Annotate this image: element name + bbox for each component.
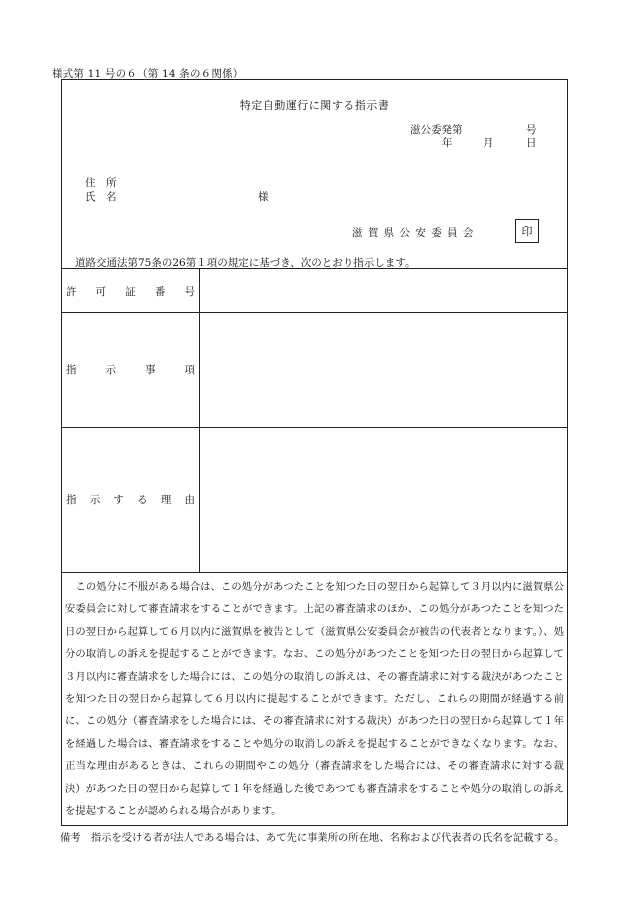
instruction-reason-label: 指 示 す る 理 由 [66, 494, 195, 506]
date-month: 月 [483, 137, 494, 149]
remark-note: 備考 指示を受ける者が法人である場合は、あて先に事業所の所在地、名称および代表者の氏名を記載する。 [60, 832, 565, 844]
date-year: 年 [442, 137, 453, 149]
column-divider [199, 268, 200, 572]
address-label: 住 所 [85, 177, 117, 189]
divider [62, 427, 567, 428]
official-seal-box [515, 219, 539, 243]
form-number-label: 様式第 11 号の６（第 14 条の６関係） [52, 68, 244, 80]
seal-mark: 印 [521, 225, 533, 238]
instruction-form-frame [61, 79, 568, 826]
permit-number-label: 許 可 証 番 号 [66, 286, 195, 298]
document-number-prefix: 滋公委発第 [410, 124, 463, 136]
legal-basis-intro: 道路交通法第75条の26第１項の規定に基づき、次のとおり指示します。 [75, 257, 416, 269]
honorific-label: 様 [258, 191, 269, 203]
instruction-items-label: 指 示 事 項 [66, 364, 195, 376]
issuer-name: 滋 賀 県 公 安 委 員 会 [352, 227, 475, 239]
name-label: 氏 名 [85, 191, 117, 203]
document-number-suffix: 号 [526, 124, 537, 136]
divider [62, 268, 567, 269]
divider [62, 572, 567, 573]
date-day: 日 [526, 137, 537, 149]
appeal-notice-text: この処分に不服がある場合は、この処分があつたことを知つた日の翌日から起算して３月以内に滋賀県公安委員会に対して審査請求をすることができます。上記の審査請求のほか、この処分があつたことを知つた日の翌日から起算して６月以内に滋賀県を被告として（滋賀県公安委員会が被告の代表者となります。）、処分の取消しの訴えを提起することができます。なお、この処分があつたことを知つた日の翌日から起算して３月以内に審査請求をした場合には、この処分の取消しの訴えは、その審査請求に対する裁決があつたことを知つた日の翌日から起算して６月以内に提起することができます。ただし、これらの期間が経過する前に、この処分（審査請求をした場合には、その審査請求に対する裁決）があつた日の翌日から起算して１年を経過した場合は、審査請求をすることや処分の取消しの訴えを提起することができなくなります。なお、正当な理由があるときは、これらの期間やこの処分（審査請求をした場合には、その審査請求に対する裁決）があつた日の翌日から起算して１年を経過した後であつても審査請求をすることや処分の取消しの訴えを提起することが認められる場合があります。 [65, 581, 564, 818]
document-title: 特定自動運行に関する指示書 [239, 99, 390, 112]
divider [62, 312, 567, 313]
